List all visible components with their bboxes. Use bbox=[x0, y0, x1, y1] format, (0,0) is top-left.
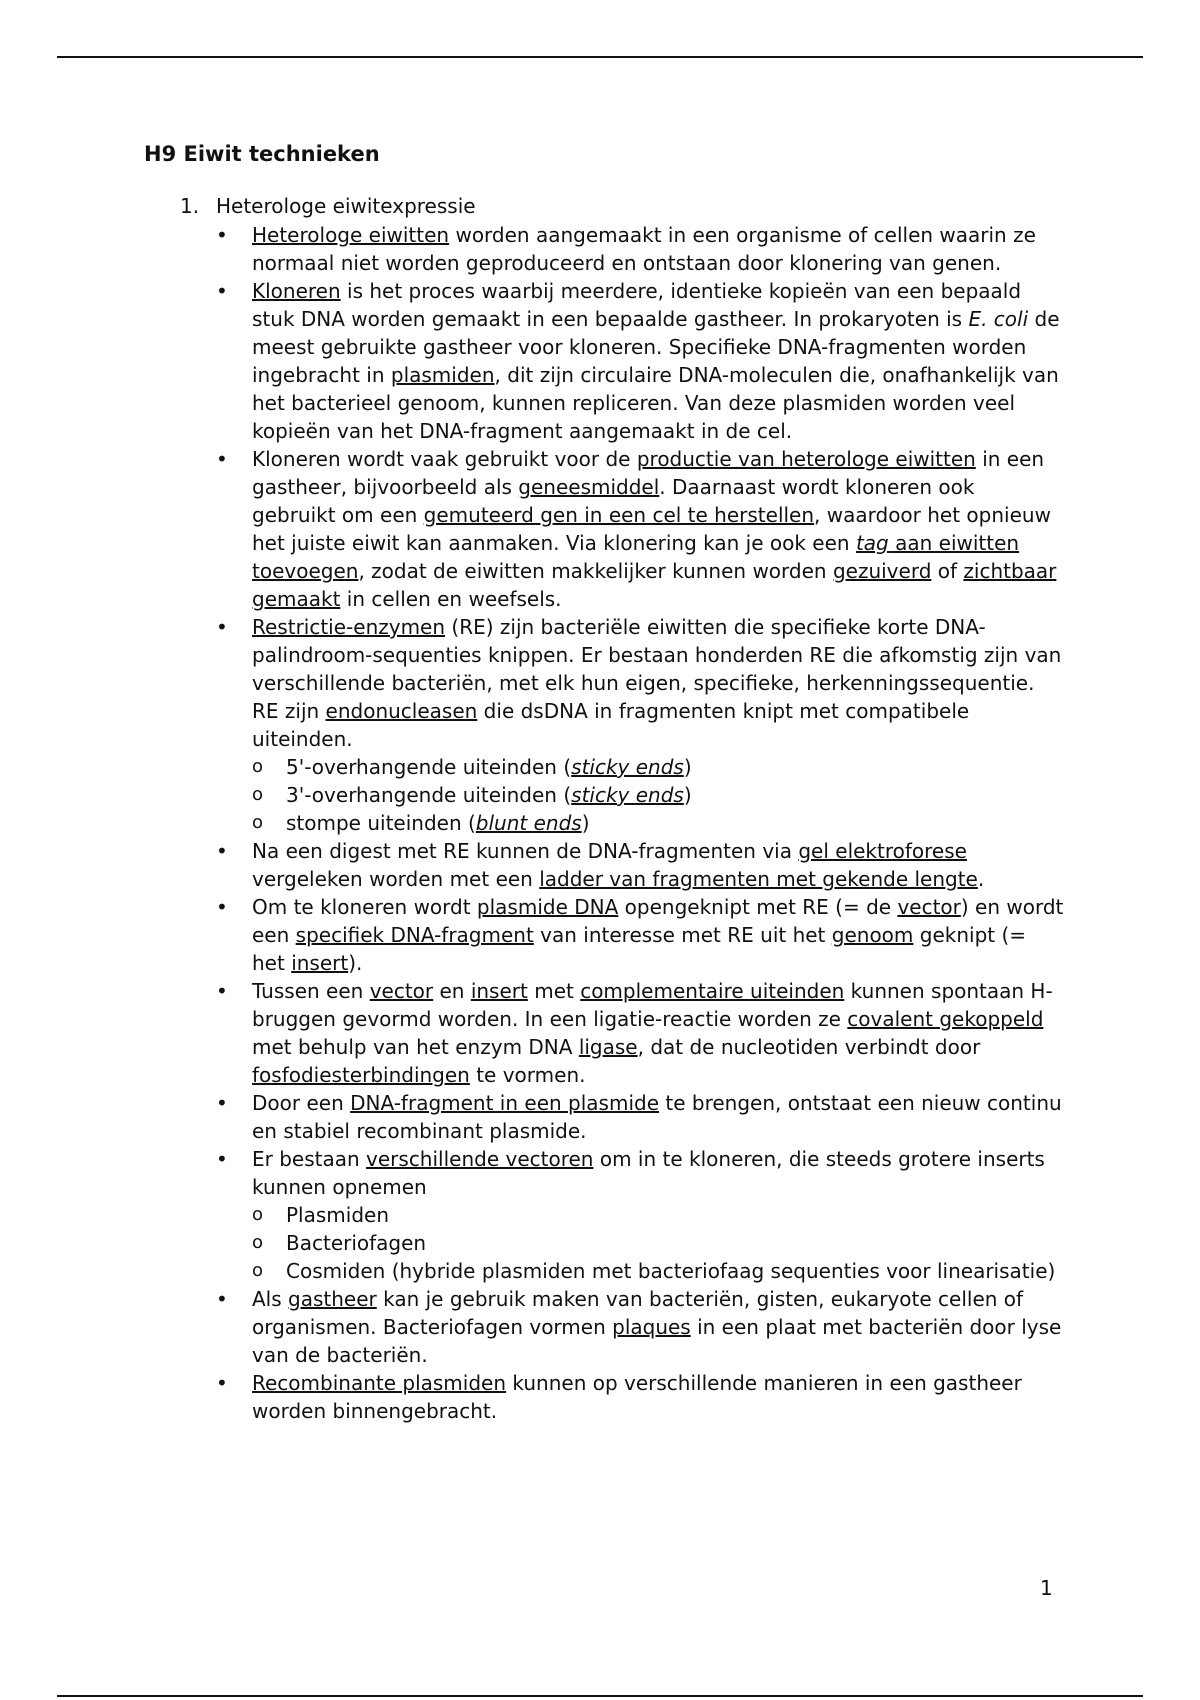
bullet-marker: • bbox=[216, 1147, 228, 1171]
bullet-item bbox=[216, 1145, 1064, 1285]
sub-item bbox=[252, 1201, 1064, 1229]
emphasized-term: gemuteerd gen in een cel te herstellen bbox=[423, 503, 815, 527]
text-run: . Daarnaast wordt kloneren ook gebruikt om een bbox=[252, 475, 975, 527]
bullet-text bbox=[252, 1091, 1062, 1143]
footer-rule bbox=[57, 1695, 1143, 1697]
text-run: ) bbox=[683, 755, 692, 779]
emphasized-term: zichtbaar gemaakt bbox=[252, 559, 1057, 611]
text-run: in cellen en weefsels. bbox=[340, 587, 562, 611]
emphasized-term: gezuiverd bbox=[832, 559, 932, 583]
bullet-marker: • bbox=[216, 895, 228, 919]
text-run: Na een digest met RE kunnen de DNA-fragmenten via bbox=[252, 839, 799, 863]
emphasized-term: geneesmiddel bbox=[518, 475, 660, 499]
bullet-item bbox=[216, 977, 1064, 1089]
bullet-marker: • bbox=[216, 1091, 228, 1115]
emphasized-term: insert bbox=[291, 951, 349, 975]
sub-marker: o bbox=[252, 1260, 264, 1281]
text-run: (RE) zijn bacteriële eiwitten die specifieke korte DNA-palindroom-sequenties knippen. Er bestaan honderden RE die afkomstig zijn van verschillende bacteriën, met elk hun eigen, specifieke, herkenningssequentie. RE zijn bbox=[252, 615, 1062, 723]
bullet-marker: • bbox=[216, 223, 228, 247]
text-run: vergeleken worden met een bbox=[252, 867, 540, 891]
emphasized-term: specifiek DNA-fragment bbox=[295, 923, 534, 947]
sub-list bbox=[252, 1201, 1064, 1285]
section-1 bbox=[180, 192, 1064, 1425]
emphasized-term: gel elektroforese bbox=[798, 839, 967, 863]
emphasized-term: productie van heterologe eiwitten bbox=[636, 447, 976, 471]
text-run: geknipt (= het bbox=[252, 923, 1027, 975]
sub-text bbox=[286, 755, 692, 779]
bullet-item bbox=[216, 613, 1064, 837]
bullet-item bbox=[216, 277, 1064, 445]
emphasized-term: Restrictie-enzymen bbox=[252, 615, 446, 639]
sub-text bbox=[286, 783, 692, 807]
bullet-text bbox=[252, 615, 1061, 751]
bullet-marker: • bbox=[216, 447, 228, 471]
text-run: ) bbox=[683, 783, 692, 807]
emphasized-term: vector bbox=[369, 979, 434, 1003]
text-run: 3'-overhangende uiteinden ( bbox=[286, 783, 572, 807]
emphasized-term: tag bbox=[855, 531, 889, 555]
bullet-list bbox=[216, 221, 1064, 1425]
text-run: stompe uiteinden ( bbox=[286, 811, 476, 835]
bullet-text bbox=[252, 895, 1063, 975]
text-run: of bbox=[931, 559, 964, 583]
text-run: te brengen, ontstaat een nieuw continu en stabiel recombinant plasmide. bbox=[252, 1091, 1062, 1143]
text-run: die dsDNA in fragmenten knipt met compatibele uiteinden. bbox=[252, 699, 970, 751]
section-heading bbox=[180, 192, 1064, 220]
bullet-item bbox=[216, 1369, 1064, 1425]
sub-marker: o bbox=[252, 784, 264, 805]
sub-item bbox=[252, 781, 1064, 809]
emphasized-term: fosfodiesterbindingen bbox=[252, 1063, 470, 1087]
text-run: , zodat de eiwitten makkelijker kunnen worden bbox=[358, 559, 833, 583]
text-run: kan je gebruik maken van bacteriën, gisten, eukaryote cellen of organismen. Bacteriofagen vormen bbox=[252, 1287, 1024, 1339]
bullet-marker: • bbox=[216, 1287, 228, 1311]
text-run: om in te kloneren, die steeds grotere inserts kunnen opnemen bbox=[252, 1147, 1045, 1199]
section-number: 1. bbox=[180, 194, 200, 218]
bullet-text bbox=[252, 1287, 1061, 1367]
text-run: Er bestaan bbox=[252, 1147, 367, 1171]
sub-item bbox=[252, 1229, 1064, 1257]
emphasized-term: blunt ends bbox=[475, 811, 582, 835]
emphasized-term: plasmiden bbox=[390, 363, 495, 387]
text-run: kunnen spontaan H-bruggen gevormd worden. In een ligatie-reactie worden ze bbox=[252, 979, 1053, 1031]
bullet-text bbox=[252, 1371, 1022, 1423]
text-run: , dat de nucleotiden verbindt door bbox=[637, 1035, 981, 1059]
emphasized-term: Recombinante plasmiden bbox=[252, 1371, 507, 1395]
emphasized-term: DNA-fragment in een plasmide bbox=[350, 1091, 660, 1115]
emphasized-term: covalent gekoppeld bbox=[847, 1007, 1044, 1031]
text-run: de meest gebruikte gastheer voor kloneren. Specifieke DNA-fragmenten worden ingebracht in bbox=[252, 307, 1060, 387]
sub-text bbox=[286, 1203, 389, 1227]
sub-marker: o bbox=[252, 756, 264, 777]
text-run: Plasmiden bbox=[286, 1203, 390, 1227]
sub-item bbox=[252, 753, 1064, 781]
bullet-item bbox=[216, 445, 1064, 613]
emphasized-term: vector bbox=[897, 895, 961, 919]
bullet-text bbox=[252, 279, 1060, 443]
emphasized-term: insert bbox=[470, 979, 528, 1003]
sub-text bbox=[286, 811, 590, 835]
sub-text bbox=[286, 1259, 1055, 1283]
text-run: in een plaat met bacteriën door lyse van de bacteriën. bbox=[252, 1315, 1062, 1367]
emphasized-term: Kloneren bbox=[252, 279, 341, 303]
bullet-marker: • bbox=[216, 1371, 228, 1395]
emphasized-term: aan eiwitten toevoegen bbox=[252, 531, 1020, 583]
bullet-text bbox=[252, 223, 1036, 275]
text-run: Bacteriofagen bbox=[286, 1231, 427, 1255]
text-run: Als bbox=[252, 1287, 289, 1311]
emphasized-term: plaques bbox=[612, 1315, 691, 1339]
section-title: Heterologe eiwitexpressie bbox=[216, 194, 476, 218]
text-run: ) en wordt een bbox=[252, 895, 1064, 947]
page-title: H9 Eiwit technieken bbox=[144, 142, 380, 166]
sub-item bbox=[252, 809, 1064, 837]
text-run: Door een bbox=[252, 1091, 351, 1115]
text-run: ). bbox=[348, 951, 363, 975]
emphasized-term: genoom bbox=[831, 923, 914, 947]
emphasized-term: sticky ends bbox=[571, 755, 684, 779]
text-run: Om te kloneren wordt bbox=[252, 895, 477, 919]
emphasized-term: ligase bbox=[578, 1035, 638, 1059]
emphasized-term: verschillende vectoren bbox=[366, 1147, 594, 1171]
text-run: Tussen een bbox=[252, 979, 370, 1003]
text-run: , dit zijn circulaire DNA-moleculen die, onafhankelijk van het bacterieel genoom, kunnen repliceren. Van deze plasmiden worden veel kopieën van het DNA-fragment aangemaakt in de cel. bbox=[252, 363, 1059, 443]
bullet-marker: • bbox=[216, 615, 228, 639]
bullet-item bbox=[216, 837, 1064, 893]
bullet-text bbox=[252, 447, 1056, 611]
bullet-item bbox=[216, 1089, 1064, 1145]
text-run: . bbox=[977, 867, 985, 891]
text-run: is het proces waarbij meerdere, identieke kopieën van een bepaald stuk DNA worden gemaakt in een bepaalde gastheer. In prokaryoten is bbox=[252, 279, 1022, 331]
sub-marker: o bbox=[252, 1232, 264, 1253]
bullet-marker: • bbox=[216, 979, 228, 1003]
text-run: Cosmiden (hybride plasmiden met bacteriofaag sequenties voor linearisatie) bbox=[286, 1259, 1056, 1283]
bullet-item bbox=[216, 1285, 1064, 1369]
sub-marker: o bbox=[252, 812, 264, 833]
text-run: met bbox=[527, 979, 581, 1003]
bullet-text bbox=[252, 1147, 1045, 1199]
emphasized-term: sticky ends bbox=[571, 783, 684, 807]
page-number: 1 bbox=[1040, 1576, 1053, 1600]
bullet-marker: • bbox=[216, 279, 228, 303]
header-rule bbox=[57, 56, 1143, 58]
emphasized-term: E. coli bbox=[968, 307, 1029, 331]
bullet-item bbox=[216, 893, 1064, 977]
emphasized-term: ladder van fragmenten met gekende lengte bbox=[539, 867, 978, 891]
emphasized-term: complementaire uiteinden bbox=[580, 979, 845, 1003]
text-run: 5'-overhangende uiteinden ( bbox=[286, 755, 572, 779]
sub-text bbox=[286, 1231, 426, 1255]
text-run: in een gastheer, bijvoorbeeld als bbox=[252, 447, 1045, 499]
text-run: Kloneren wordt vaak gebruikt voor de bbox=[252, 447, 637, 471]
text-run: , waardoor het opnieuw het juiste eiwit kan aanmaken. Via klonering kan je ook een bbox=[252, 503, 1051, 555]
text-run: te vormen. bbox=[469, 1063, 586, 1087]
bullet-text bbox=[252, 979, 1053, 1087]
text-run: van interesse met RE uit het bbox=[533, 923, 832, 947]
emphasized-term: Heterologe eiwitten bbox=[252, 223, 450, 247]
emphasized-term: plasmide DNA bbox=[476, 895, 619, 919]
document-body bbox=[144, 140, 1064, 1425]
sub-list bbox=[252, 753, 1064, 837]
bullet-item bbox=[216, 221, 1064, 277]
text-run: kunnen op verschillende manieren in een gastheer worden binnengebracht. bbox=[252, 1371, 1022, 1423]
bullet-text bbox=[252, 839, 984, 891]
emphasized-term: gastheer bbox=[288, 1287, 377, 1311]
text-run: opengeknipt met RE (= de bbox=[618, 895, 898, 919]
text-run: ) bbox=[581, 811, 590, 835]
text-run: met behulp van het enzym DNA bbox=[252, 1035, 579, 1059]
text-run: en bbox=[433, 979, 471, 1003]
sub-item bbox=[252, 1257, 1064, 1285]
emphasized-term: endonucleasen bbox=[325, 699, 478, 723]
bullet-marker: • bbox=[216, 839, 228, 863]
text-run: worden aangemaakt in een organisme of cellen waarin ze normaal niet worden geproduceerd en ontstaan door klonering van genen. bbox=[252, 223, 1036, 275]
sub-marker: o bbox=[252, 1204, 264, 1225]
